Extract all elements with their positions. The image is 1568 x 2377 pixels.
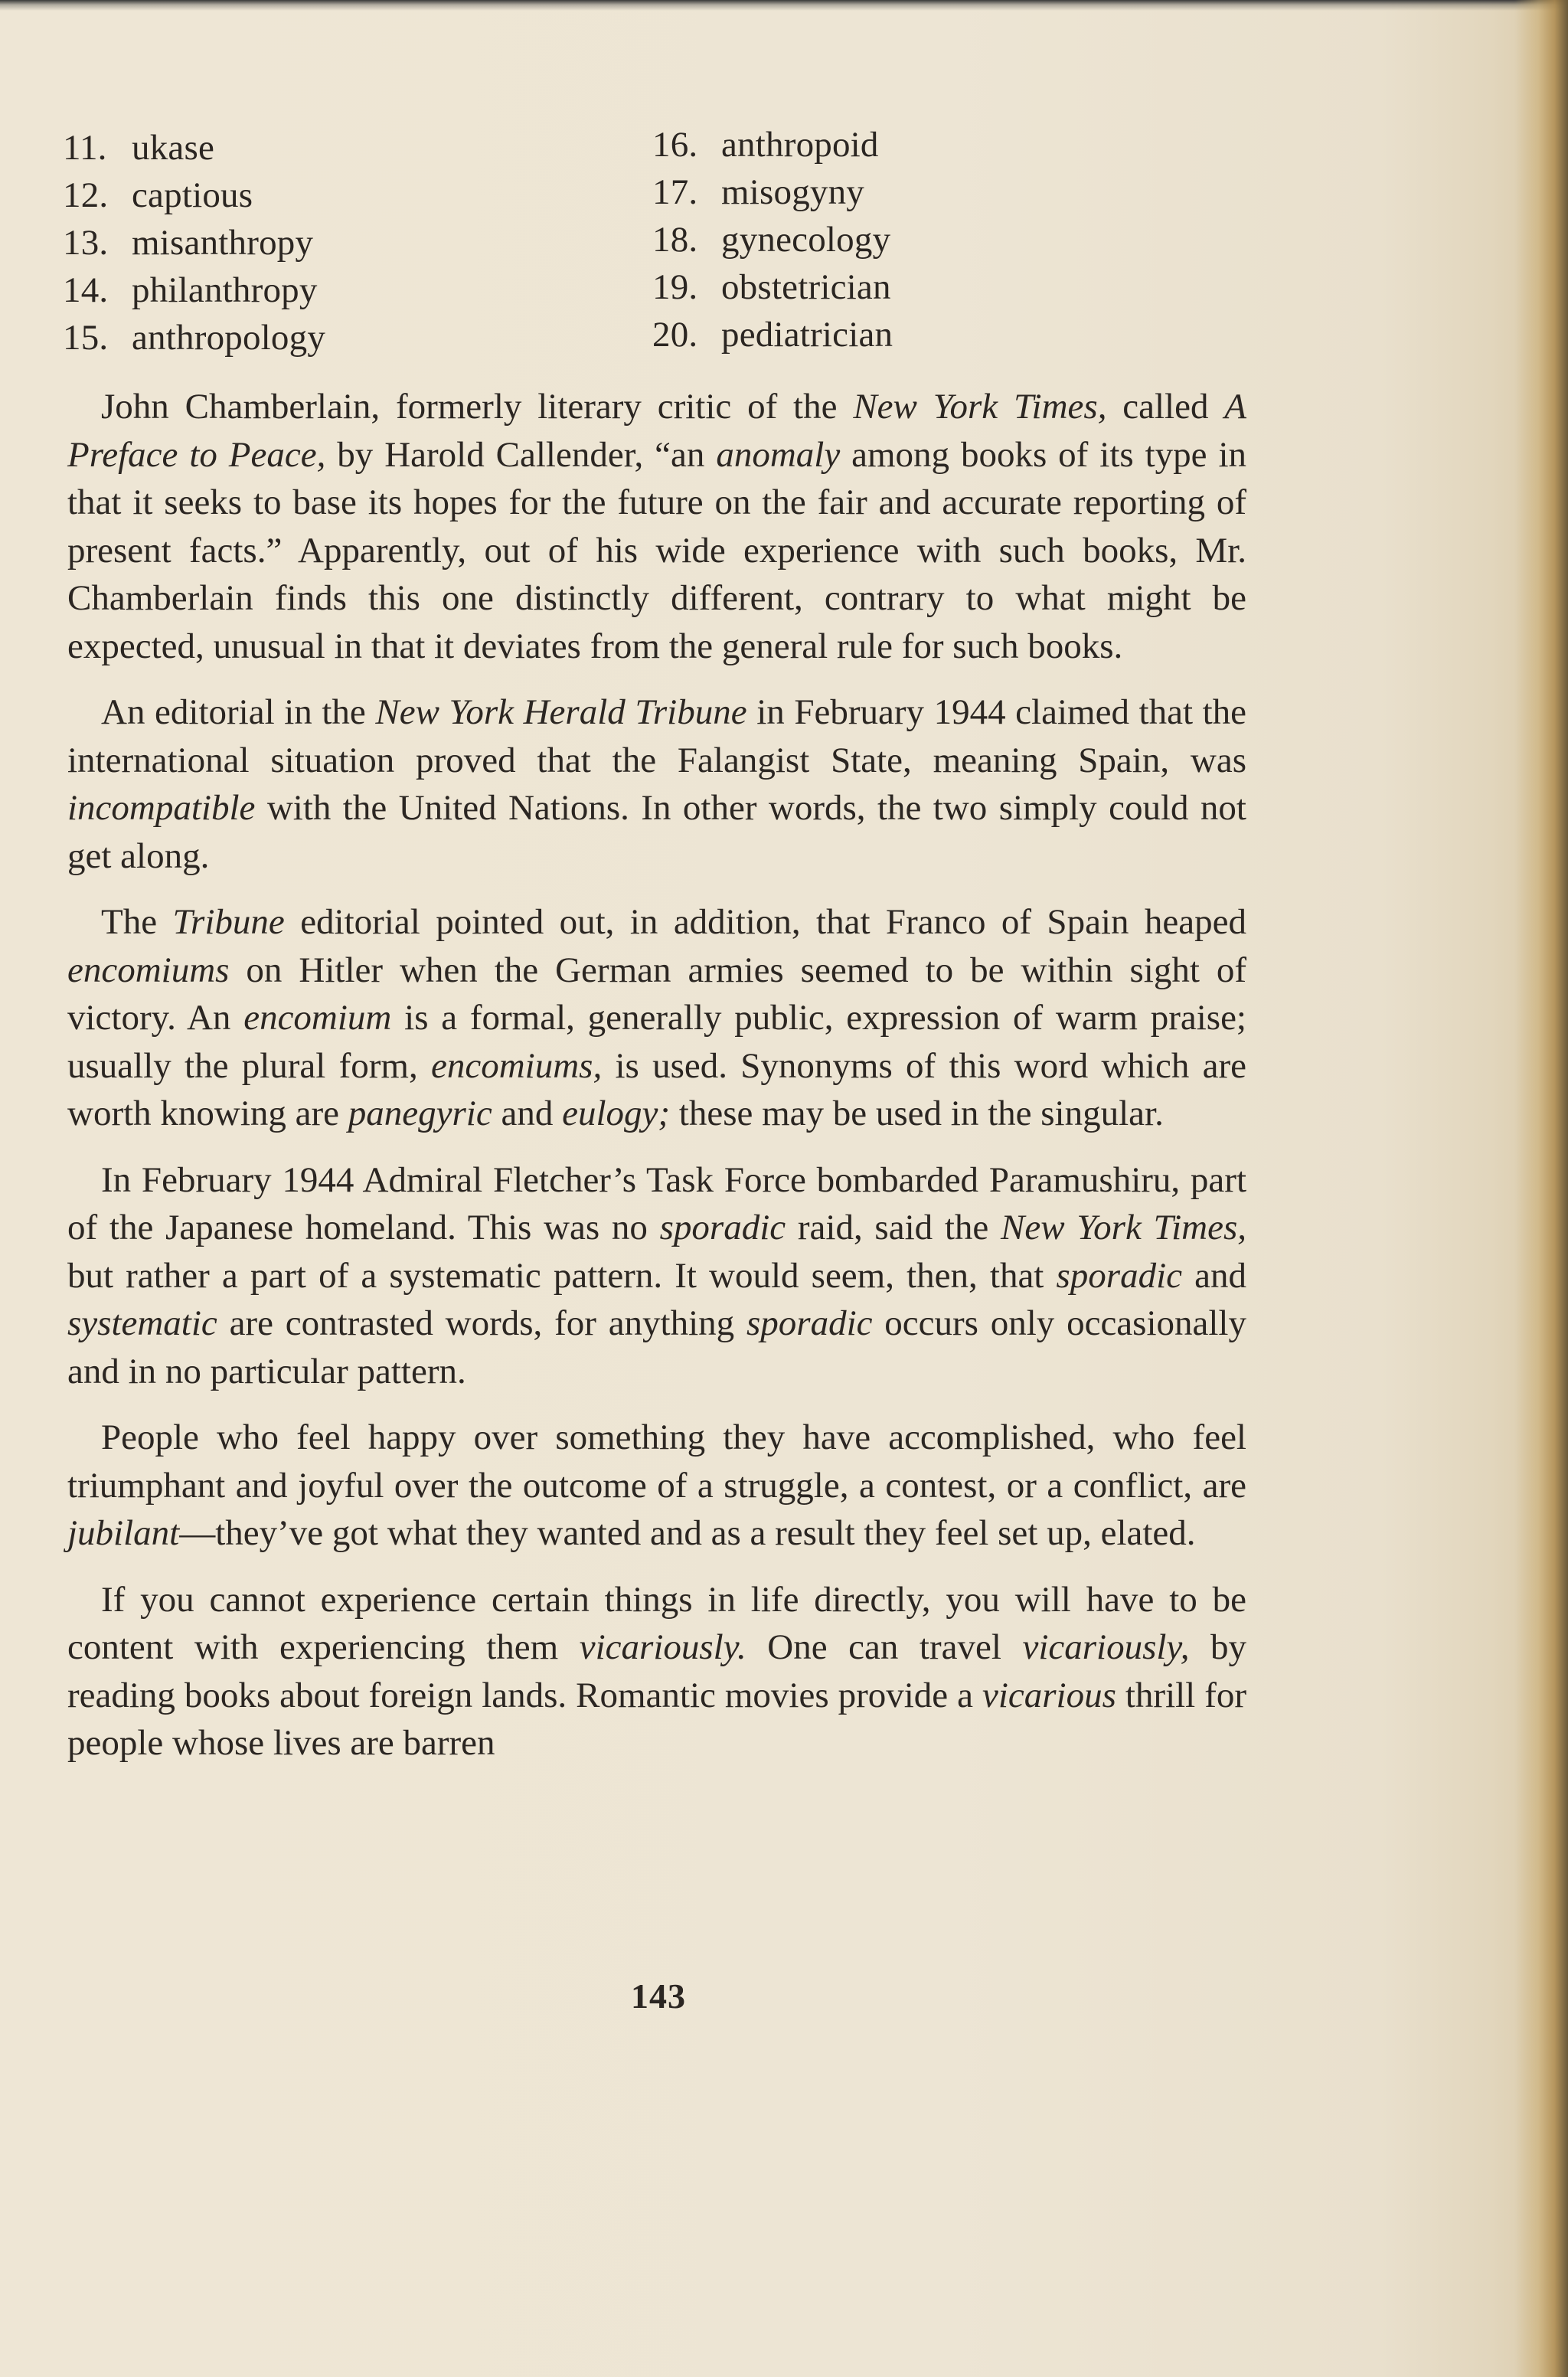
word-list-right-column [652,121,893,358]
list-item-number: 19. [652,267,698,307]
italic-term: encomium [243,998,392,1038]
text-run: In February 1944 Admiral Fletcher’s Task Force bombarded Paramushiru, part of the Japanese homeland. This was no [67,1159,1246,1247]
list-item [63,219,325,266]
list-item-word: pediatrician [721,315,893,355]
text-run: occurs only occasionally and in no particular pattern. [67,1303,1246,1391]
text-run: in February 1944 claimed that the international situation proved that the Falangist State, meaning Spain, was [67,692,1247,780]
list-item-number: 17. [652,172,698,212]
list-item-word: gynecology [721,220,891,260]
italic-term: Tribune [172,902,285,942]
italic-term: New York Herald Tribune [375,692,747,732]
list-item-word: philanthropy [132,270,318,310]
list-item-word: captious [132,175,253,215]
list-item [63,172,325,219]
text-run: The [101,902,173,942]
italic-term: encomiums [67,950,230,990]
list-item [63,266,325,314]
text-run: is a formal, generally public, expression of warm praise; usually the plural form, [67,998,1246,1086]
text-run: raid, said the [786,1208,1001,1247]
italic-term: sporadic [1056,1255,1182,1296]
text-run: by Harold Callender, “an [325,434,717,475]
body-paragraph [67,1156,1246,1396]
text-run: is used. Synonyms of this word which are worth knowing are [67,1045,1246,1133]
text-run: by reading books about foreign lands. Romantic movies provide a [67,1627,1246,1715]
italic-term: sporadic [746,1303,873,1343]
list-item [652,168,893,216]
text-run: An editorial in the [101,692,376,732]
text-run: If you cannot experience certain things in life directly, you will have to be content with experiencing them [67,1579,1246,1667]
list-item-number: 13. [63,223,109,263]
list-item-number: 18. [652,220,698,260]
text-run: on Hitler when the German armies seemed to be within sight of victory. An [67,950,1246,1038]
body-paragraph [67,1576,1246,1767]
list-item-number: 20. [652,315,698,355]
list-item-word: anthropology [132,318,326,358]
list-item-word: anthropoid [721,125,879,165]
text-run: People who feel happy over something they have accomplished, who feel triumphant and joyful over the outcome of a struggle, a contest, or a conflict, are [67,1417,1246,1506]
list-item [652,121,893,168]
italic-term: jubilant [67,1513,180,1553]
text-run: One can travel [746,1627,1023,1667]
text-run: but rather a part of a systematic pattern. It would seem, then, that [67,1255,1057,1296]
list-item-number: 16. [652,125,698,165]
list-item-number: 14. [63,270,109,310]
italic-term: sporadic [659,1208,786,1247]
list-item-word: misogyny [721,172,865,212]
text-run: called [1106,387,1225,427]
body-paragraph [67,898,1246,1138]
page-spine-edge [1514,0,1568,2377]
text-run: and [1182,1255,1246,1296]
italic-term: vicariously. [579,1627,746,1667]
text-run: with the United Nations. In other words, the two simply could not get along. [67,788,1246,876]
list-item [63,314,325,361]
list-item [652,311,893,358]
text-run: and [492,1094,563,1133]
word-list-left-column [63,124,325,361]
list-item-word: obstetrician [721,267,891,307]
body-paragraph [67,1414,1246,1558]
italic-term: A Preface to Peace, [67,387,1247,475]
list-item-word: ukase [132,128,215,168]
body-paragraph [67,688,1246,880]
text-run: John Chamberlain, formerly literary critic of the [101,387,854,427]
italic-term: anomaly [716,434,841,475]
text-run: —they’ve got what they wanted and as a result they feel set up, elated. [179,1513,1196,1553]
page-top-shadow [0,0,1568,11]
italic-term: systematic [67,1303,217,1343]
italic-term: vicariously, [1022,1627,1190,1667]
italic-term: vicarious [982,1675,1116,1715]
list-item-number: 12. [63,175,109,215]
italic-term: New York Times, [1001,1208,1246,1247]
italic-term: eulogy; [562,1094,671,1133]
text-run: thrill for people whose lives are barren [67,1675,1247,1763]
page-number: 143 [631,1976,686,2016]
list-item-number: 15. [63,318,109,358]
vocabulary-word-list [63,124,966,369]
text-run: are contrasted words, for anything [217,1303,746,1343]
text-run: editorial pointed out, in addition, that Franco of Spain heaped [284,902,1246,942]
body-paragraph [67,383,1246,670]
italic-term: panegyric [348,1094,492,1133]
text-run: among books of its type in that it seeks to base its hopes for the future on the fair and accurate reporting of present facts.” Apparently, out of his wide experience with such books, Mr. Chamberlain finds this one distinctly different, contrary to what might be expected, unusual in that it deviates from the general rule for such books. [67,434,1246,666]
list-item-number: 11. [63,128,107,168]
italic-term: incompatible [67,788,256,828]
italic-term: encomiums, [431,1045,603,1086]
body-text [67,383,1246,1767]
list-item [652,216,893,263]
list-item [652,263,893,311]
text-run: these may be used in the singular. [670,1094,1164,1133]
list-item [63,124,325,172]
list-item-word: misanthropy [132,223,314,263]
italic-term: New York Times, [853,387,1107,427]
